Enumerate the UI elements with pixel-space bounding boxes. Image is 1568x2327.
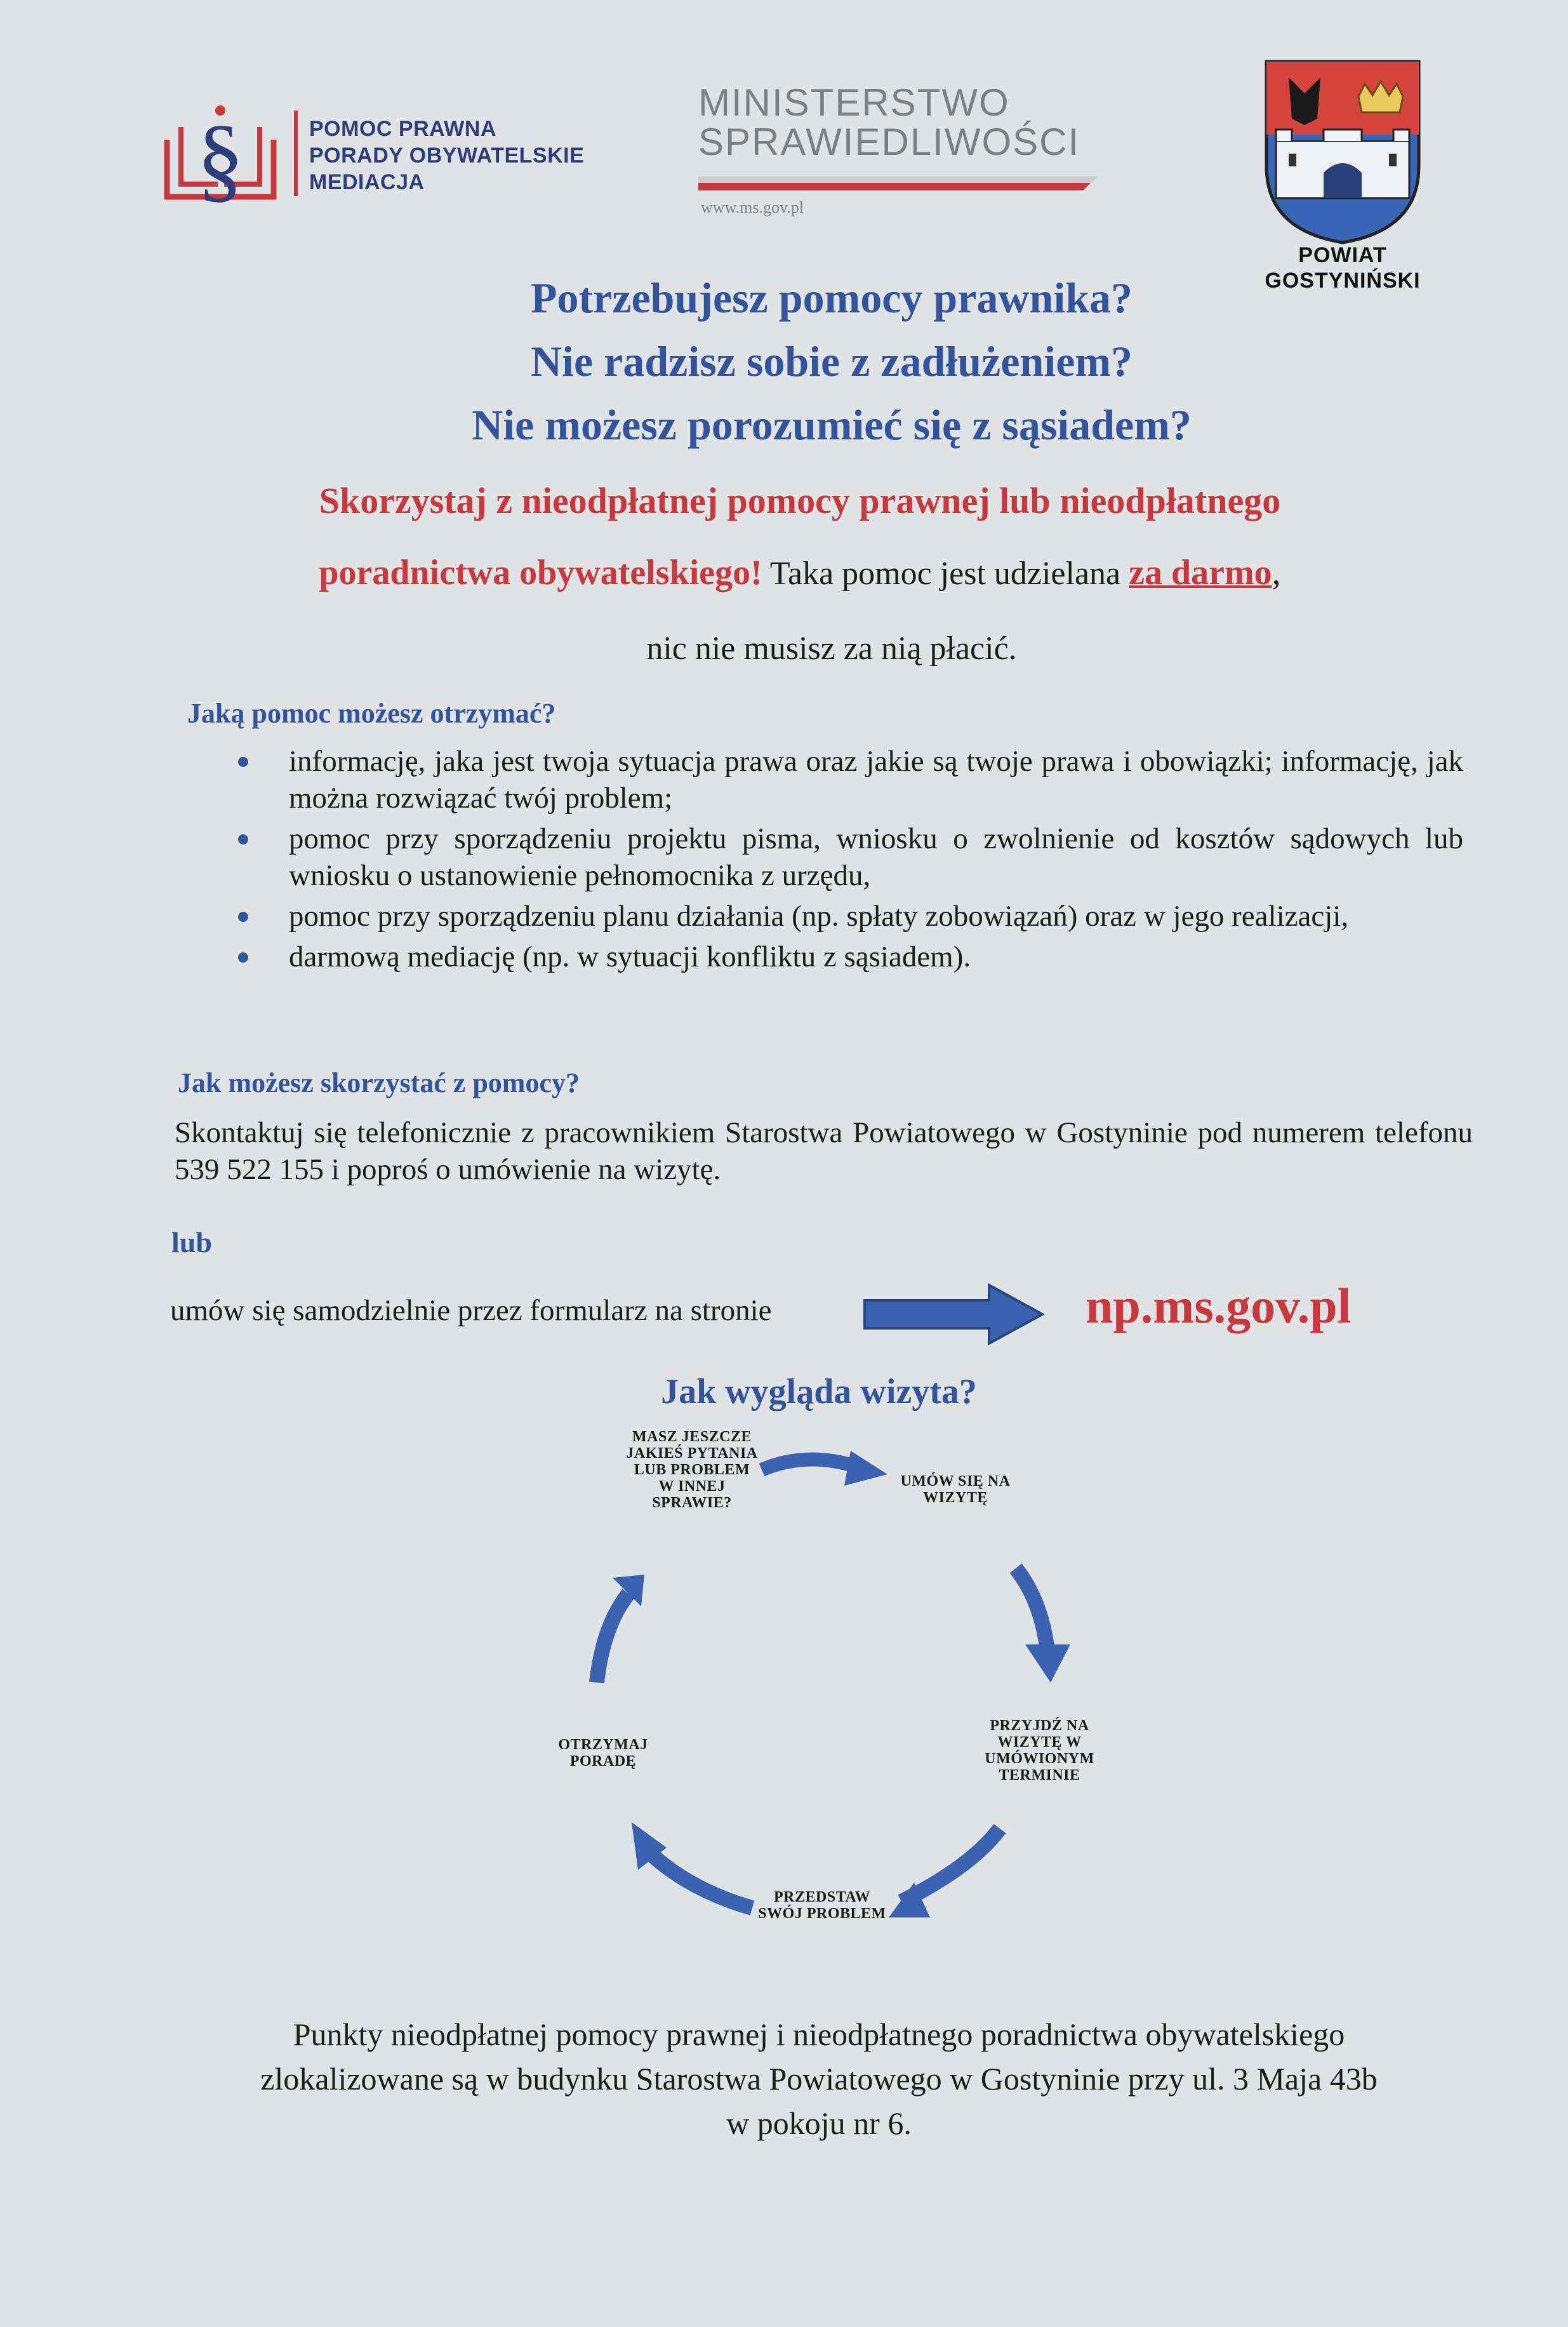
powiat-crest [1238,58,1447,300]
step-book-visit: UMÓW SIĘ NA WIZYTĘ [900,1473,1011,1506]
ministry-url: www.ms.gov.pl [701,198,804,217]
intro-plain: Taka pomoc jest udzielana [762,556,1129,592]
step-come-to-visit: PRZYJDŹ NA WIZYTĘ W UMÓWIONYM TERMINIE [985,1717,1094,1784]
cycle-arrow-bottom-left [632,1822,752,1908]
flag-stripe-icon [698,177,1098,190]
intro-red-span: poradnictwa obywatelskiego! [319,553,762,592]
help-section-title: Jaką pomoc możesz otrzymać? [187,698,556,729]
logo-line-1: POMOC PRAWNA [309,117,496,141]
coat-of-arms-icon [1263,58,1422,246]
bullet-icon [238,834,248,844]
cycle-diagram [508,1416,1117,1962]
list-item-text: darmową mediację (np. w sytuacji konfliktu z sąsiadem). [289,940,971,973]
free-highlight: za darmo [1129,553,1272,592]
cycle-arrow-left [597,1575,644,1683]
list-item [289,898,1463,935]
intro-line-3: nic nie musisz za nią płacić. [646,630,1017,667]
paragraph-book-icon [162,102,279,206]
ministry-line-2: SPRAWIEDLIWOŚCI [698,121,1080,163]
help-list [289,743,1463,979]
powiat-line-1: POWIAT [1298,243,1387,267]
how-section-text: Skontaktuj się telefonicznie z pracownikiem Starostwa Powiatowego w Gostyninie pod numerem telefonu 539 522 155 i poproś o umówienie na wizytę. [175,1116,1473,1186]
cycle-arrow-bottom-right [889,1829,1000,1917]
step-get-advice: OTRZYMAJ PORADĘ [558,1737,648,1770]
bullet-icon [238,952,248,963]
step-more-questions: MASZ JESZCZE JAKIEŚ PYTANIA LUB PROBLEM W INNEJ SPRAWIE? [626,1429,758,1511]
bullet-icon [238,757,248,767]
arrow-right-icon [862,1283,1046,1346]
intro-comma: , [1272,553,1281,592]
ministry-line-1: MINISTERSTWO [698,81,1010,124]
list-item-text: pomoc przy sporządzeniu projektu pisma, wniosku o zwolnienie od kosztów sądowych lub wniosku o ustanowienie pełnomocnika z urzędu, [289,822,1463,892]
intro-red-line: Skorzystaj z nieodpłatnej pomocy prawnej lub nieodpłatnego [319,480,1281,521]
list-item-text: pomoc przy sporządzeniu planu działania (np. spłaty zobowiązań) oraz w jego realizacji, [289,900,1349,933]
question-3: Nie możesz porozumieć się z sąsiadem? [472,401,1192,449]
list-item [289,743,1463,817]
logo-line-3: MEDIACJA [309,170,425,194]
intro-line-2 [178,552,1422,593]
online-text: umów się samodzielnie przez formularz na stronie [170,1294,772,1327]
footer-line-1: Punkty nieodpłatnej pomocy prawnej i nieodpłatnego poradnictwa obywatelskiego [293,2017,1345,2052]
question-1: Potrzebujesz pomocy prawnika? [530,274,1133,322]
cycle-arrow-top [762,1451,887,1486]
step-present-problem: PRZEDSTAW SWÓJ PROBLEM [758,1889,886,1922]
visit-title: Jak wygląda wizyta? [661,1372,977,1411]
powiat-line-2: GOSTYNIŃSKI [1265,269,1421,293]
list-item [289,820,1463,894]
logo-line-2: PORADY OBYWATELSKIE [309,143,585,168]
website-link[interactable]: np.ms.gov.pl [1086,1278,1352,1333]
question-2: Nie radzisz sobie z zadłużeniem? [530,337,1133,385]
list-item-text: informację, jaka jest twoja sytuacja prawa oraz jakie są twoje prawa i obowiązki; informację, jak można rozwiązać twój problem; [289,745,1463,815]
cycle-arrow-right [1016,1568,1070,1683]
footer-line-3: w pokoju nr 6. [726,2105,912,2141]
or-label: lub [171,1226,212,1258]
footer-line-2: zlokalizowane są w budynku Starostwa Powiatowego w Gostyninie przy ul. 3 Maja 43b [260,2061,1378,2097]
ministry-logo [698,83,1105,229]
bullet-icon [238,912,248,922]
how-section-title: Jak możesz skorzystać z pomocy? [178,1067,580,1098]
pomoc-prawna-logo [162,102,644,210]
list-item [289,938,1463,975]
svg-text:§: § [196,106,244,206]
